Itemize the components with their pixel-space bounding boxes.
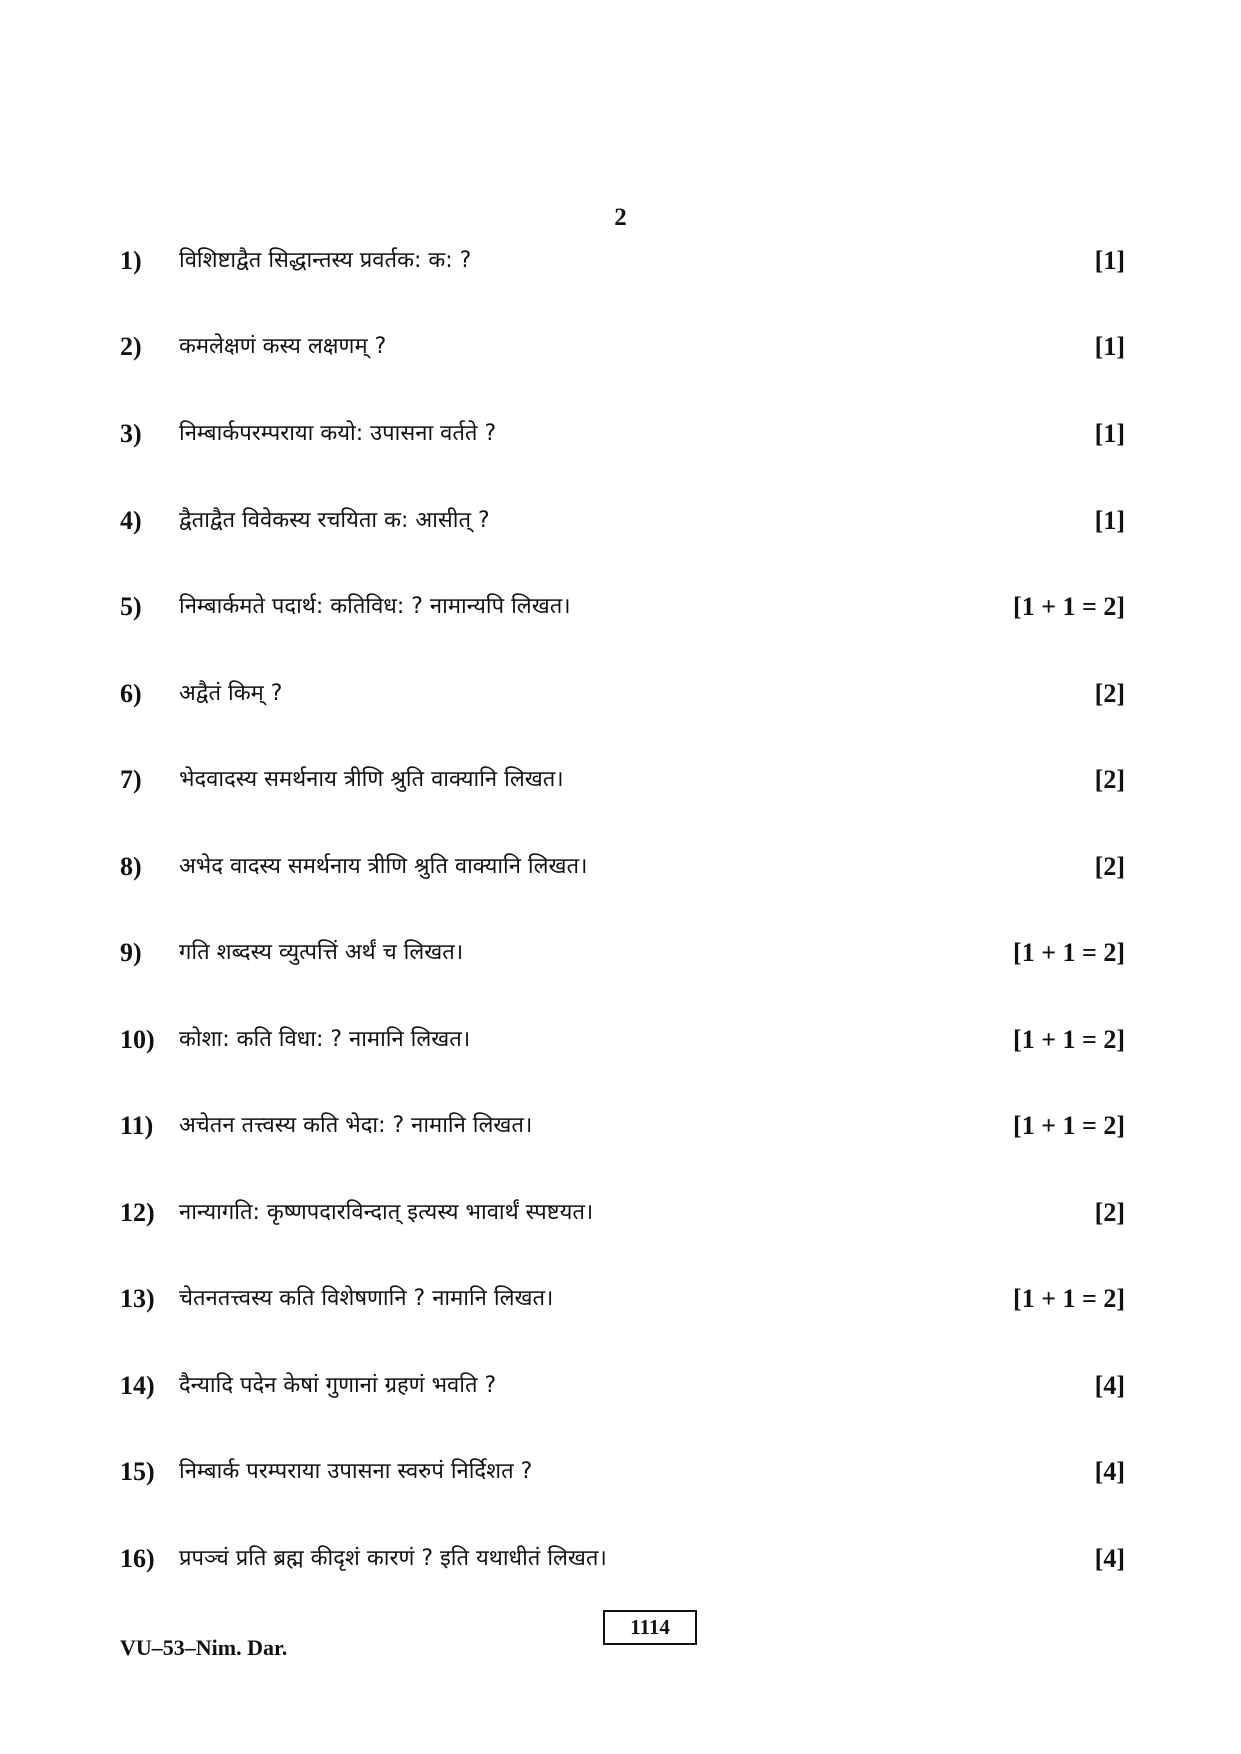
question-text: निम्बार्क परम्पराया उपासना स्वरुपं निर्दिशत ?	[179, 1459, 533, 1484]
question-number: 8)	[120, 852, 142, 881]
paper-code: VU–53–Nim. Dar.	[120, 1635, 288, 1660]
question-marks: [1]	[1094, 419, 1125, 448]
question-5	[120, 587, 1125, 627]
question-number: 10)	[120, 1025, 155, 1054]
question-marks: [2]	[1094, 1198, 1125, 1227]
question-marks: [1 + 1 = 2]	[1013, 1284, 1125, 1313]
question-14	[120, 1366, 1125, 1406]
question-text: विशिष्टाद्वैत सिद्धान्तस्य प्रवर्तक: क: ?	[179, 248, 472, 273]
question-3	[120, 414, 1125, 454]
question-13	[120, 1279, 1125, 1319]
question-marks: [4]	[1094, 1457, 1125, 1486]
question-6	[120, 674, 1125, 714]
question-text: अभेद वादस्य समर्थनाय त्रीणि श्रुति वाक्यानि लिखत।	[179, 854, 588, 879]
question-15	[120, 1452, 1125, 1492]
question-marks: [2]	[1094, 765, 1125, 794]
question-number: 16)	[120, 1544, 155, 1573]
question-number: 9)	[120, 938, 142, 967]
question-number: 7)	[120, 765, 142, 794]
question-text: दैन्यादि पदेन केषां गुणानां ग्रहणं भवति ?	[179, 1373, 497, 1398]
question-number: 12)	[120, 1198, 155, 1227]
question-number: 2)	[120, 332, 142, 361]
question-marks: [1]	[1094, 506, 1125, 535]
question-number: 1)	[120, 246, 142, 275]
question-text: निम्बार्कपरम्पराया कयो: उपासना वर्तते ?	[179, 421, 497, 446]
question-text: भेदवादस्य समर्थनाय त्रीणि श्रुति वाक्यानि लिखत।	[179, 767, 564, 792]
question-marks: [1 + 1 = 2]	[1013, 1025, 1125, 1054]
question-number: 14)	[120, 1371, 155, 1400]
question-marks: [1 + 1 = 2]	[1013, 938, 1125, 967]
question-text: नान्यागति: कृष्णपदारविन्दात् इत्यस्य भावार्थं स्पष्टयत।	[179, 1200, 594, 1225]
question-text: चेतनतत्त्वस्य कति विशेषणानि ? नामानि लिखत।	[179, 1286, 554, 1311]
question-text: कोशा: कति विधा: ? नामानि लिखत।	[179, 1027, 471, 1052]
page-number: 2	[614, 204, 627, 231]
question-marks: [1]	[1094, 246, 1125, 275]
question-number: 4)	[120, 506, 142, 535]
question-marks: [1]	[1094, 332, 1125, 361]
question-4	[120, 501, 1125, 541]
paper-number-box: 1114	[603, 1610, 697, 1645]
question-text: अचेतन तत्त्वस्य कति भेदा: ? नामानि लिखत।	[179, 1113, 533, 1138]
question-marks: [4]	[1094, 1544, 1125, 1573]
question-number: 15)	[120, 1457, 155, 1486]
question-2	[120, 327, 1125, 367]
question-marks: [1 + 1 = 2]	[1013, 592, 1125, 621]
question-12	[120, 1193, 1125, 1233]
question-11	[120, 1106, 1125, 1146]
question-text: गति शब्दस्य व्युत्पत्तिं अर्थं च लिखत।	[179, 940, 464, 965]
question-number: 13)	[120, 1284, 155, 1313]
question-text: कमलेक्षणं कस्य लक्षणम् ?	[179, 334, 387, 359]
question-number: 5)	[120, 592, 142, 621]
question-marks: [2]	[1094, 679, 1125, 708]
question-number: 11)	[120, 1111, 154, 1140]
question-number: 6)	[120, 679, 142, 708]
question-8	[120, 847, 1125, 887]
question-number: 3)	[120, 419, 142, 448]
question-marks: [2]	[1094, 852, 1125, 881]
question-1	[120, 241, 1125, 281]
question-7	[120, 760, 1125, 800]
question-marks: [1 + 1 = 2]	[1013, 1111, 1125, 1140]
question-16	[120, 1539, 1125, 1579]
question-10	[120, 1020, 1125, 1060]
question-marks: [4]	[1094, 1371, 1125, 1400]
question-9	[120, 933, 1125, 973]
question-text: अद्वैतं किम् ?	[179, 681, 283, 706]
question-text: द्वैताद्वैत विवेकस्य रचयिता क: आसीत् ?	[179, 508, 490, 533]
question-text: निम्बार्कमते पदार्थ: कतिविध: ? नामान्यपि लिखत।	[179, 594, 571, 619]
question-text: प्रपञ्चं प्रति ब्रह्म कीदृशं कारणं ? इति यथाधीतं लिखत।	[179, 1546, 607, 1571]
